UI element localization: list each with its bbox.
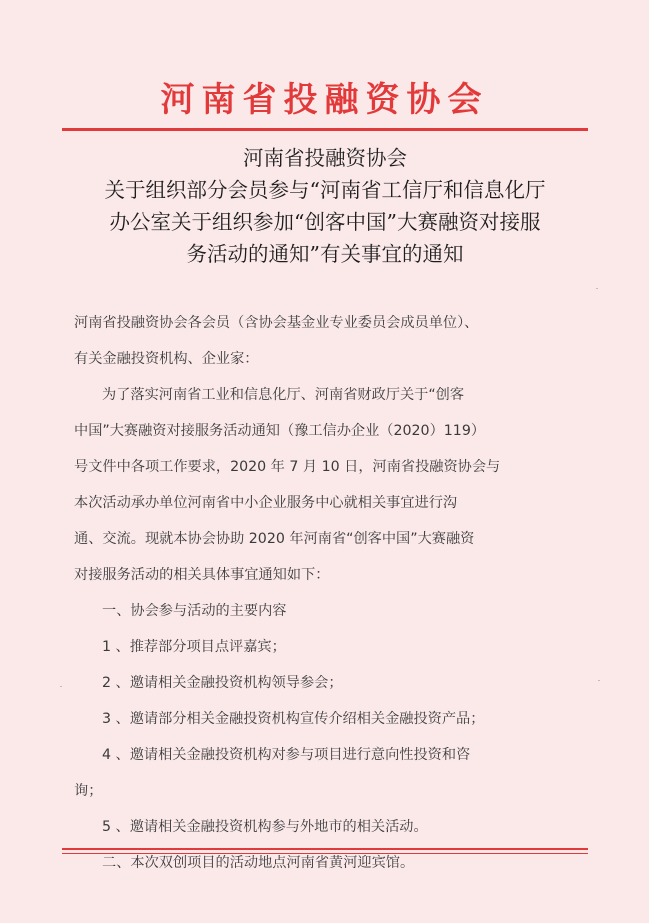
title-line-3: 办公室关于组织参加“创客中国”大赛融资对接服 — [109, 210, 541, 234]
title-line-2: 关于组织部分会员参与“河南省工信厅和信息化厅 — [104, 178, 546, 202]
scan-speck — [596, 288, 598, 289]
list-item-3: 3 、邀请部分相关金融投资机构宣传介绍相关金融投资产品； — [102, 711, 485, 727]
list-item-5: 5 、邀请相关金融投资机构参与外地市的相关活动。 — [102, 819, 428, 835]
paragraph-line-4: 本次活动承办单位河南省中小企业服务中心就相关事宜进行沟 — [74, 495, 458, 511]
paragraph-line-3: 号文件中各项工作要求，2020 年 7 月 10 日，河南省投融资协会与 — [74, 459, 501, 475]
paragraph-line-6: 对接服务活动的相关具体事宜通知如下： — [74, 567, 330, 583]
footer-red-rule — [62, 848, 588, 850]
section-heading-1: 一、协会参与活动的主要内容 — [102, 603, 287, 619]
scan-speck — [60, 686, 62, 687]
list-item-4: 4 、邀请相关金融投资机构对参与项目进行意向性投资和咨 — [102, 747, 471, 763]
title-line-4: 务活动的通知”有关事宜的通知 — [186, 242, 464, 266]
salutation-line-1: 河南省投融资协会各会员（含协会基金业专业委员会成员单位）、 — [74, 315, 479, 331]
salutation-line-2: 有关金融投资机构、企业家： — [74, 351, 259, 367]
footer-red-rule-thin — [62, 853, 588, 854]
title-line-1: 河南省投融资协会 — [243, 146, 407, 170]
list-item-2: 2 、邀请相关金融投资机构领导参会； — [102, 675, 343, 691]
paragraph-line-2: 中国”大赛融资对接服务活动通知（豫工信办企业（2020）119） — [74, 423, 486, 439]
document-title — [60, 142, 590, 270]
scan-speck — [598, 680, 600, 681]
paragraph-line-5: 通、交流。现就本协会协助 2020 年河南省“创客中国”大赛融资 — [74, 531, 475, 547]
letterhead-red-rule — [62, 128, 588, 131]
letterhead-org-name: 河南省投融资协会 — [160, 80, 489, 120]
paragraph-line-1: 为了落实河南省工业和信息化厅、河南省财政厅关于“创客 — [102, 387, 465, 403]
section-heading-2: 二、本次双创项目的活动地点河南省黄河迎宾馆。 — [102, 855, 415, 871]
list-item-1: 1 、推荐部分项目点评嘉宾； — [102, 639, 286, 655]
list-item-4-continued: 询； — [74, 783, 103, 799]
